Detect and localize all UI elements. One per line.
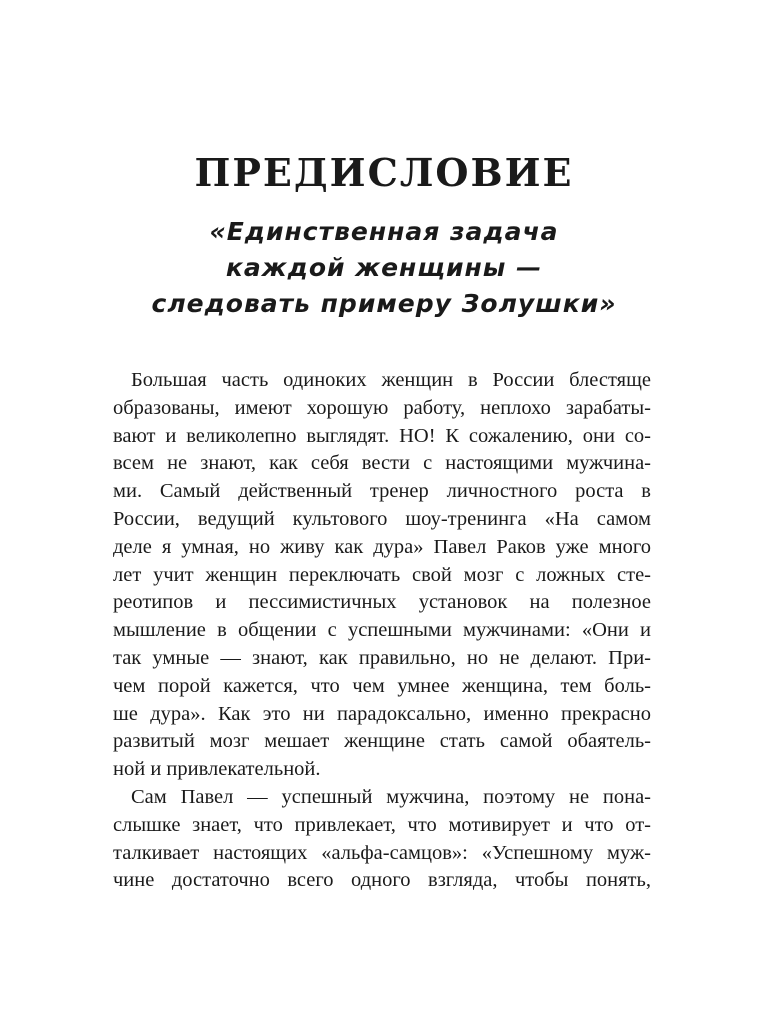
body-text	[113, 367, 651, 895]
text-line: мышление в общении с успешными мужчинами: «Они и	[113, 619, 651, 642]
paragraph	[113, 367, 651, 784]
text-line: ной и привлекательной.	[113, 758, 321, 781]
text-line: реотипов и пессимистичных установок на полезное	[113, 591, 651, 614]
text-line: ше дура». Как это ни парадоксально, именно прекрасно	[113, 702, 651, 725]
text-line: образованы, имеют хорошую работу, неплохо зарабаты-	[113, 396, 651, 419]
text-line: ми. Самый действенный тренер личностного роста в	[113, 480, 651, 503]
text-line: деле я умная, но живу как дура» Павел Раков уже много	[113, 535, 651, 558]
text-line: всем не знают, как себя вести с настоящими мужчина-	[113, 452, 651, 475]
text-line: талкивает настоящих «альфа-самцов»: «Успешному муж-	[113, 841, 651, 864]
epigraph	[0, 214, 768, 322]
text-line: вают и великолепно выглядят. НО! К сожалению, они со-	[113, 424, 651, 447]
text-line: чине достаточно всего одного взгляда, чтобы понять,	[113, 869, 651, 892]
epigraph-line: «Единственная задача	[209, 217, 559, 246]
text-line: России, ведущий культового шоу-тренинга «На самом	[113, 507, 651, 530]
page-title: ПРЕДИСЛОВИЕ	[194, 150, 574, 195]
text-line: Большая часть одиноких женщин в России блестяще	[131, 369, 651, 391]
epigraph-line: каждой женщины —	[225, 253, 543, 282]
text-line: слышке знает, что привлекает, что мотивирует и что от-	[113, 813, 651, 836]
text-line: развитый мозг мешает женщине стать самой обаятель-	[113, 730, 651, 753]
text-line: так умные — знают, как правильно, но не делают. При-	[113, 646, 651, 669]
text-line: лет учит женщин переключать свой мозг с ложных сте-	[113, 563, 651, 586]
epigraph-line: следовать примеру Золушки»	[151, 289, 617, 318]
text-line: Сам Павел — успешный мужчина, поэтому не пона-	[131, 785, 651, 808]
text-line: чем порой кажется, что чем умнее женщина, тем боль-	[113, 674, 651, 697]
paragraph	[113, 784, 651, 895]
